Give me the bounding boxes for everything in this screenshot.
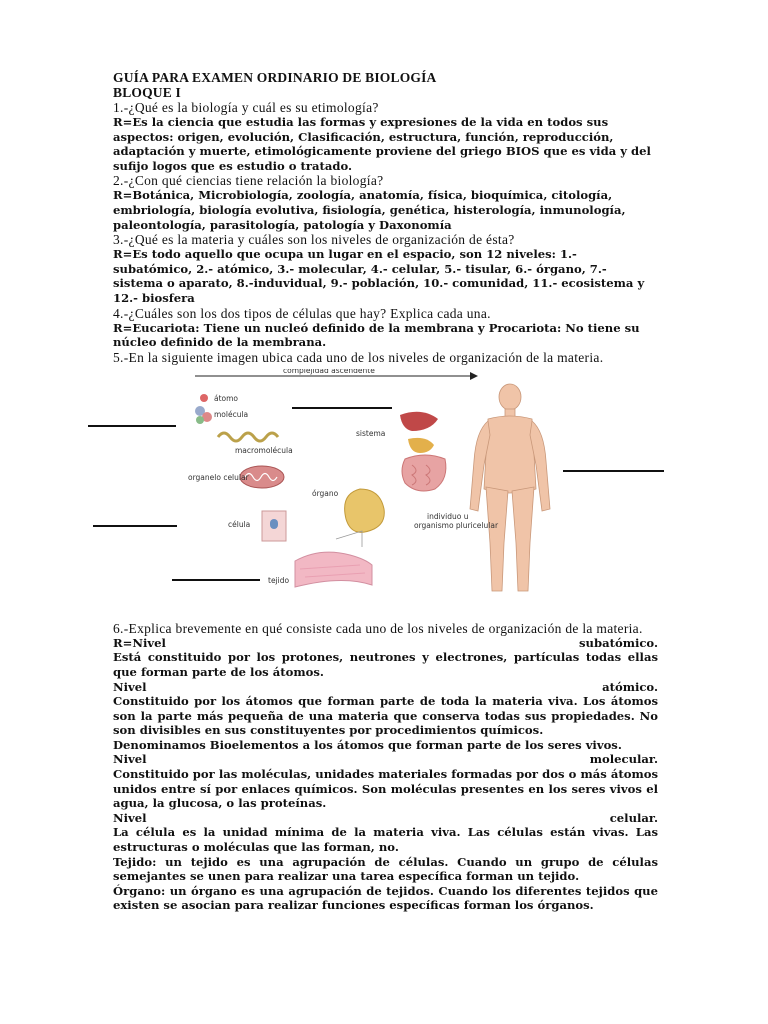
organization-levels-figure: [100, 369, 645, 601]
label-celula: célula: [228, 519, 251, 529]
answer-blank-2[interactable]: [88, 425, 176, 427]
level-heading-right: celular.: [609, 810, 658, 825]
level-heading-cellular: [113, 811, 658, 826]
level-heading-right: molecular.: [589, 752, 658, 767]
level-text-cellular: La célula es la unidad mínima de la materia viva. Las células están vivas. Las estructuras o moléculas que las forman, no.: [113, 825, 658, 855]
label-organo: órgano: [312, 488, 339, 498]
answer-3: R=Es todo aquello que ocupa un lugar en el espacio, son 12 niveles: 1.- subatómico, 2.- atómico, 3.- molecular, 4.- celular, 5.- tisular, 6.- órgano, 7.- sistema o aparato, 8.-induvidual, 9.- población, 10.- comunidad, 11.- ecosistema y 12.- biosfera: [113, 247, 645, 305]
label-individuo-2: organismo pluricelular: [414, 520, 499, 530]
level-heading-left: Nivel: [113, 679, 147, 694]
level-text-atomic: Constituido por los átomos que forman parte de toda la materia viva. Los átomos son la parte más pequeña de una materia que conserva todas sus propiedades. No son divisibles en sus constituyentes por procedimientos químicos.: [113, 694, 658, 738]
cell-icon: [262, 511, 286, 541]
label-tejido: tejido: [268, 575, 290, 585]
human-body-icon: [470, 384, 550, 591]
stomach-organ-icon: [345, 489, 385, 532]
question-5: 5.-En la siguiente imagen ubica cada uno de los niveles de organización de la materia.: [113, 349, 604, 365]
label-atomo: átomo: [214, 393, 239, 403]
exam-guide: [113, 70, 658, 913]
question-1: 1.-¿Qué es la biología y cuál es su etimología?: [113, 100, 379, 115]
question-4: 4.-¿Cuáles son los dos tipos de células que hay? Explica cada una.: [113, 305, 491, 321]
label-molecula: molécula: [214, 409, 249, 419]
level-heading-left: Nivel: [113, 752, 147, 767]
question-2: 2.-¿Con qué ciencias tiene relación la biología?: [113, 173, 384, 189]
answer-blank-5[interactable]: [172, 579, 260, 581]
answer-1: R=Es la ciencia que estudia las formas y expresiones de la vida en todos sus aspectos: origen, evolución, Clasificación, estructura, función, reproducción, adaptación y muerte, etimológicamente proviene del griego BIOS que es vida y del sufijo logos que es estudio o tratado.: [113, 115, 651, 173]
label-organelo: organelo celular: [188, 472, 249, 482]
organ-definition: Órgano: un órgano es una agrupación de tejidos. Cuando los diferentes tejidos que existen se asocian para realizar funciones específicas forman los órganos.: [113, 883, 658, 913]
question-3: 3.-¿Qué es la materia y cuáles son los niveles de organización de ésta?: [113, 232, 515, 248]
label-individuo-1: individuo u: [427, 511, 469, 521]
macromolecule-icon: [218, 433, 278, 441]
answer-blank-4[interactable]: [93, 525, 177, 527]
complexity-arrow-label: complejidad ascendente: [283, 368, 375, 375]
level-heading-right: subatómico.: [579, 635, 658, 650]
molecule-icon: [195, 406, 212, 424]
document-title: GUÍA PARA EXAMEN ORDINARIO DE BIOLOGÍA: [113, 70, 437, 85]
answer-blank-3[interactable]: [563, 470, 664, 472]
level-heading-left: Nivel: [113, 810, 147, 825]
tissue-definition: Tejido: un tejido es una agrupación de células. Cuando un grupo de células semejantes se unen para realizar una tarea específica forman un tejido.: [113, 854, 658, 884]
level-heading-atomic: [113, 680, 658, 695]
level-heading-left: R=Nivel: [113, 635, 166, 650]
tissue-icon: [295, 552, 372, 587]
document-subtitle: BLOQUE I: [113, 85, 181, 100]
answer-blank-1[interactable]: [292, 407, 392, 409]
atom-icon: [200, 394, 208, 402]
level-text-molecular: Constituido por las moléculas, unidades materiales formadas por dos o más átomos unidos entre sí por enlaces químicos. Son moléculas presentes en los seres vivos el agua, la glucosa, o las proteínas.: [113, 767, 658, 811]
answer-4: R=Eucariota: Tiene un nucleó definido de la membrana y Procariota: No tiene su núcleo definido de la membrana.: [113, 320, 640, 350]
bioelements-text: Denominamos Bioelementos a los átomos que forman parte de los seres vivos.: [113, 737, 622, 752]
level-text-subatomic: Está constituido por los protones, neutrones y electrones, partículas todas ellas que forman parte de los átomos.: [113, 650, 658, 679]
answer-2: R=Botánica, Microbiología, zoología, anatomía, física, bioquímica, citología, embriología, biología evolutiva, fisiología, genética, histerología, inmunología, paleontología, parasitología, patología y Daxonomía: [113, 188, 626, 232]
organization-levels-illustration: [100, 369, 660, 601]
label-sistema: sistema: [356, 428, 386, 438]
level-heading-right: atómico.: [602, 679, 658, 694]
label-macromolecula: macromolécula: [235, 445, 293, 455]
level-heading-molecular: [113, 752, 658, 767]
question-6: 6.-Explica brevemente en qué consiste cada uno de los niveles de organización de la materia.: [113, 620, 643, 636]
digestive-system-icon: [400, 412, 446, 491]
level-heading-subatomic: [113, 636, 658, 651]
